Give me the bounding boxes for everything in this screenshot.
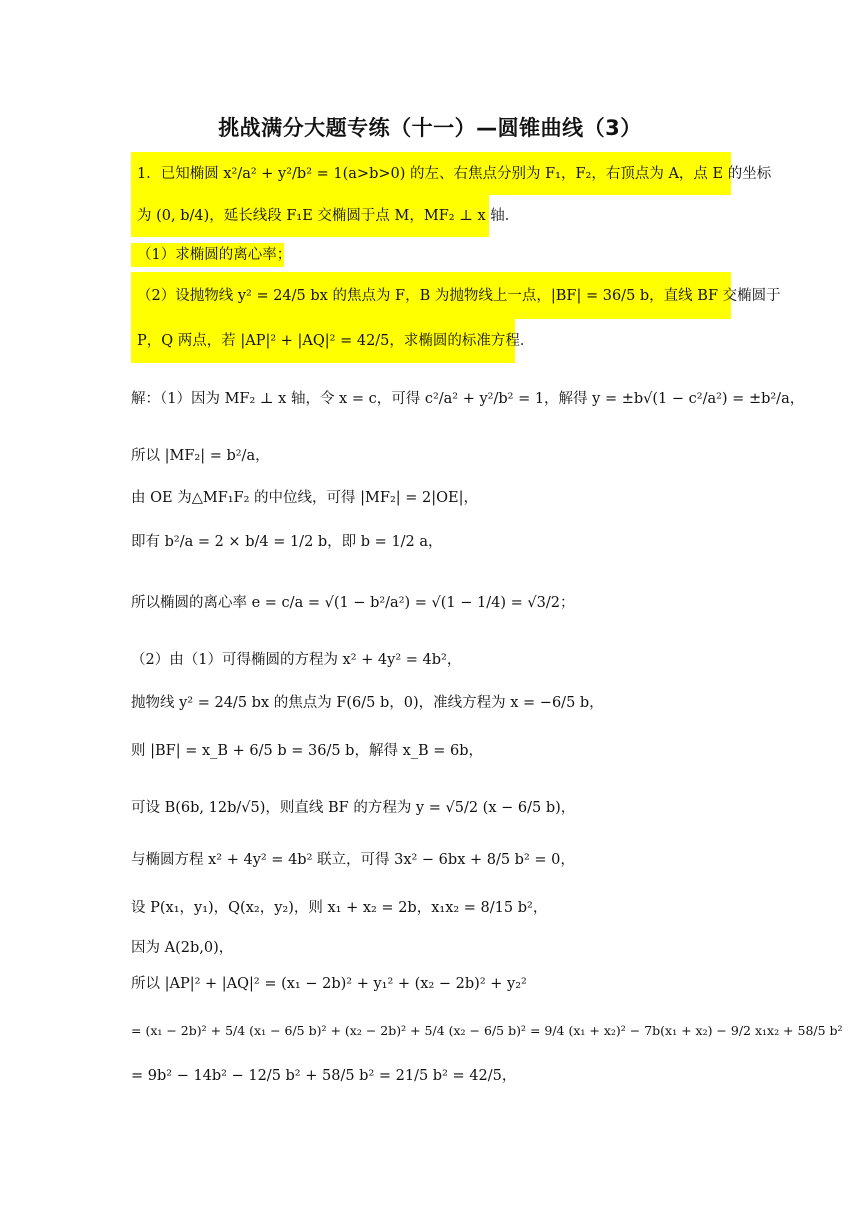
question-2-line-2: P，Q 两点，若 |AP|² + |AQ|² = 42/5，求椭圆的标准方程． xyxy=(131,319,515,363)
solution-line-15: = 9b² − 14b² − 12/5 b² + 58/5 b² = 21/5 b² = 42/5， xyxy=(131,1068,517,1084)
solution-line-2: 所以 |MF₂| = b²/a， xyxy=(131,448,270,464)
solution-line-9: 可设 B(6b, 12b/√5)，则直线 BF 的方程为 y = √5/2 (x − 6/5 b)， xyxy=(131,800,576,816)
solution-line-7: 抛物线 y² = 24/5 bx 的焦点为 F(6/5 b，0)，准线方程为 x = −6/5 b， xyxy=(131,695,604,711)
problem-line-2: 为 (0, b/4)，延长线段 F₁E 交椭圆于点 M，MF₂ ⊥ x 轴． xyxy=(131,195,489,237)
question-2-line-1: （2）设抛物线 y² = 24/5 bx 的焦点为 F，B 为抛物线上一点，|BF| = 36/5 b，直线 BF 交椭圆于 xyxy=(131,272,731,319)
solution-line-10: 与椭圆方程 x² + 4y² = 4b² 联立，可得 3x² − 6bx + 8/5 b² = 0， xyxy=(131,852,575,868)
solution-line-1: 解：（1）因为 MF₂ ⊥ x 轴，令 x = c，可得 c²/a² + y²/b² = 1，解得 y = ±b√(1 − c²/a²) = ±b²/a， xyxy=(131,391,805,407)
solution-line-12: 因为 A(2b,0)， xyxy=(131,940,234,956)
solution-line-14: = (x₁ − 2b)² + 5/4 (x₁ − 6/5 b)² + (x₂ − 2b)² + 5/4 (x₂ − 6/5 b)² = 9/4 (x₁ + x₂)² − 7b(x₁ + x₂) − 9/2 x₁x₂ + 58/5 b² xyxy=(131,1023,843,1038)
solution-line-5: 所以椭圆的离心率 e = c/a = √(1 − b²/a²) = √(1 − 1/4) = √3/2； xyxy=(131,595,575,611)
problem-line-1: 1．已知椭圆 x²/a² + y²/b² = 1(a>b>0) 的左、右焦点分别为 F₁，F₂，右顶点为 A，点 E 的坐标 xyxy=(131,152,731,195)
solution-line-3: 由 OE 为△MF₁F₂ 的中位线，可得 |MF₂| = 2|OE|， xyxy=(131,490,478,506)
solution-line-4: 即有 b²/a = 2 × b/4 = 1/2 b，即 b = 1/2 a， xyxy=(131,534,443,550)
solution-line-11: 设 P(x₁，y₁)，Q(x₂，y₂)，则 x₁ + x₂ = 2b，x₁x₂ = 8/15 b²， xyxy=(131,900,548,916)
solution-line-13: 所以 |AP|² + |AQ|² = (x₁ − 2b)² + y₁² + (x₂ − 2b)² + y₂² xyxy=(131,976,527,992)
solution-line-6: （2）由（1）可得椭圆的方程为 x² + 4y² = 4b²， xyxy=(131,652,462,668)
question-1: （1）求椭圆的离心率； xyxy=(131,243,284,267)
solution-line-8: 则 |BF| = x_B + 6/5 b = 36/5 b，解得 x_B = 6b， xyxy=(131,743,484,759)
page-title: 挑战满分大题专练（十一）—圆锥曲线（3） xyxy=(218,116,642,140)
